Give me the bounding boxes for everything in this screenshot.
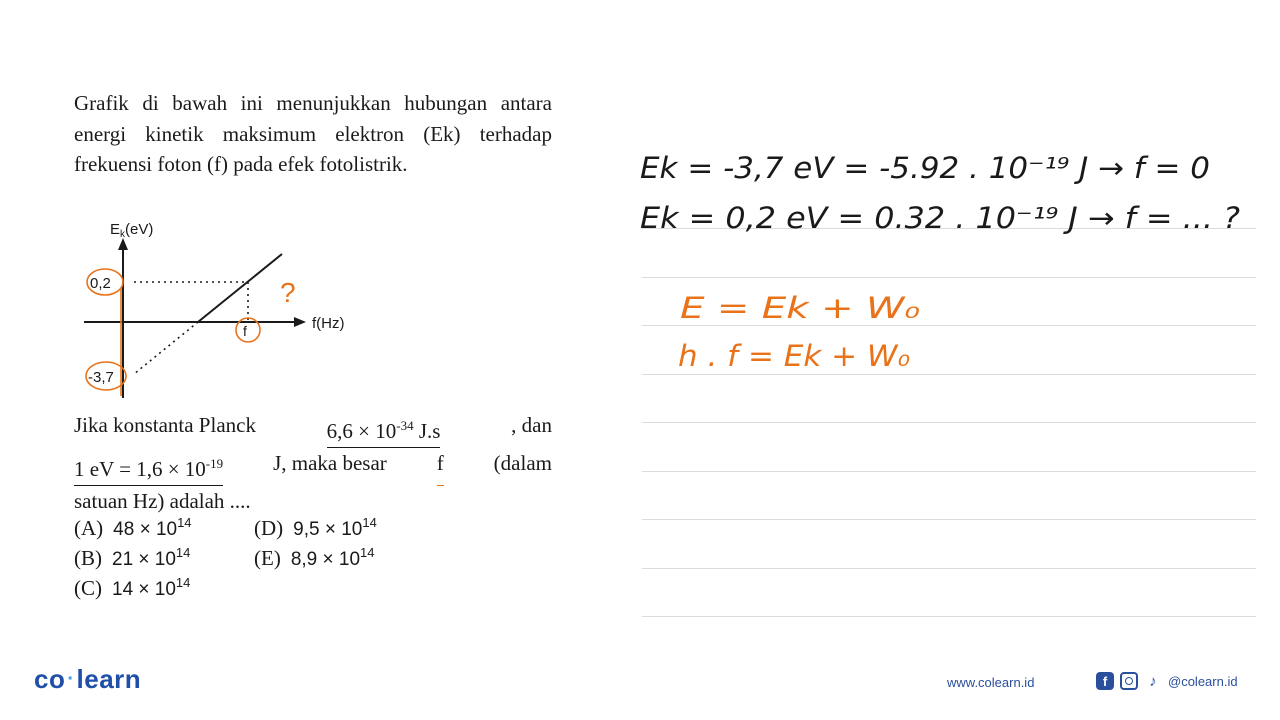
ev-conversion: 1 eV = $1,6 \times 10^{-19}$ [74, 448, 223, 486]
option-e[interactable]: (E) $8,9 \times 10^{14}$ [254, 545, 375, 570]
x-axis-arrow [294, 317, 306, 327]
social-links [1096, 672, 1238, 690]
f-mark-label: f [243, 323, 247, 339]
lower-value-label: -3,7 [88, 369, 114, 386]
y-axis-label: $E_k(eV)$ [110, 221, 154, 240]
handwritten-solution [640, 128, 1260, 388]
planck-constant: $6,6 \times 10^{-34}$ J.s [327, 410, 441, 448]
ek-vs-f-graph [74, 218, 374, 398]
intro-text: Grafik di bawah ini menunjukkan hubungan antara energi kinetik maksimum elektron (Ek) terhadap frekuensi foton (f) pada efek fotolistrik. [74, 91, 552, 176]
social-handle[interactable]: @colearn.id [1168, 673, 1238, 689]
upper-value-label: 0,2 [90, 275, 111, 292]
ruled-line [642, 422, 1256, 423]
question-line-2: 1 eV = $1,6 \times 10^{-19}$ J, maka besar f (dalam [74, 448, 552, 486]
website-link[interactable]: www.colearn.id [947, 675, 1035, 690]
option-b[interactable]: (B) $21 \times 10^{14}$ [74, 545, 191, 570]
option-a[interactable]: (A) $48 \times 10^{14}$ [74, 515, 192, 540]
question-line-1: Jika konstanta Planck $6,6 \times 10^{-34}$ J.s , dan [74, 410, 552, 448]
option-d[interactable]: (D) $9,5 \times 10^{14}$ [254, 515, 377, 540]
graph-line-dotted [134, 322, 198, 374]
colearn-logo[interactable]: co ·learn [34, 664, 142, 694]
instagram-icon[interactable] [1120, 672, 1138, 690]
problem-intro [74, 88, 552, 180]
ruled-line [642, 471, 1256, 472]
hw-line-3: E = Ek + W₀ [680, 291, 921, 325]
hw-line-4: h . f = Ek + W₀ [678, 339, 911, 373]
tiktok-icon[interactable]: ♪ [1149, 672, 1157, 690]
facebook-icon[interactable]: f [1096, 672, 1114, 690]
hw-line-2: Ek = 0,2 eV = 0.32 . 10⁻¹⁹ J → f = ... ? [640, 201, 1240, 235]
graph-line-solid [198, 254, 282, 322]
ruled-line [642, 568, 1256, 569]
ruled-line [642, 616, 1256, 617]
x-axis-label: f(Hz) [312, 315, 345, 332]
hw-line-1: Ek = -3,7 eV = -5.92 . 10⁻¹⁹ J → f = 0 [640, 151, 1210, 185]
ruled-line [642, 519, 1256, 520]
f-symbol: f [437, 448, 444, 486]
question-line-3: satuan Hz) adalah .... [74, 489, 251, 513]
question-mark: ? [280, 277, 296, 308]
problem-question [74, 410, 552, 517]
option-c[interactable]: (C) $14 \times 10^{14}$ [74, 575, 191, 600]
